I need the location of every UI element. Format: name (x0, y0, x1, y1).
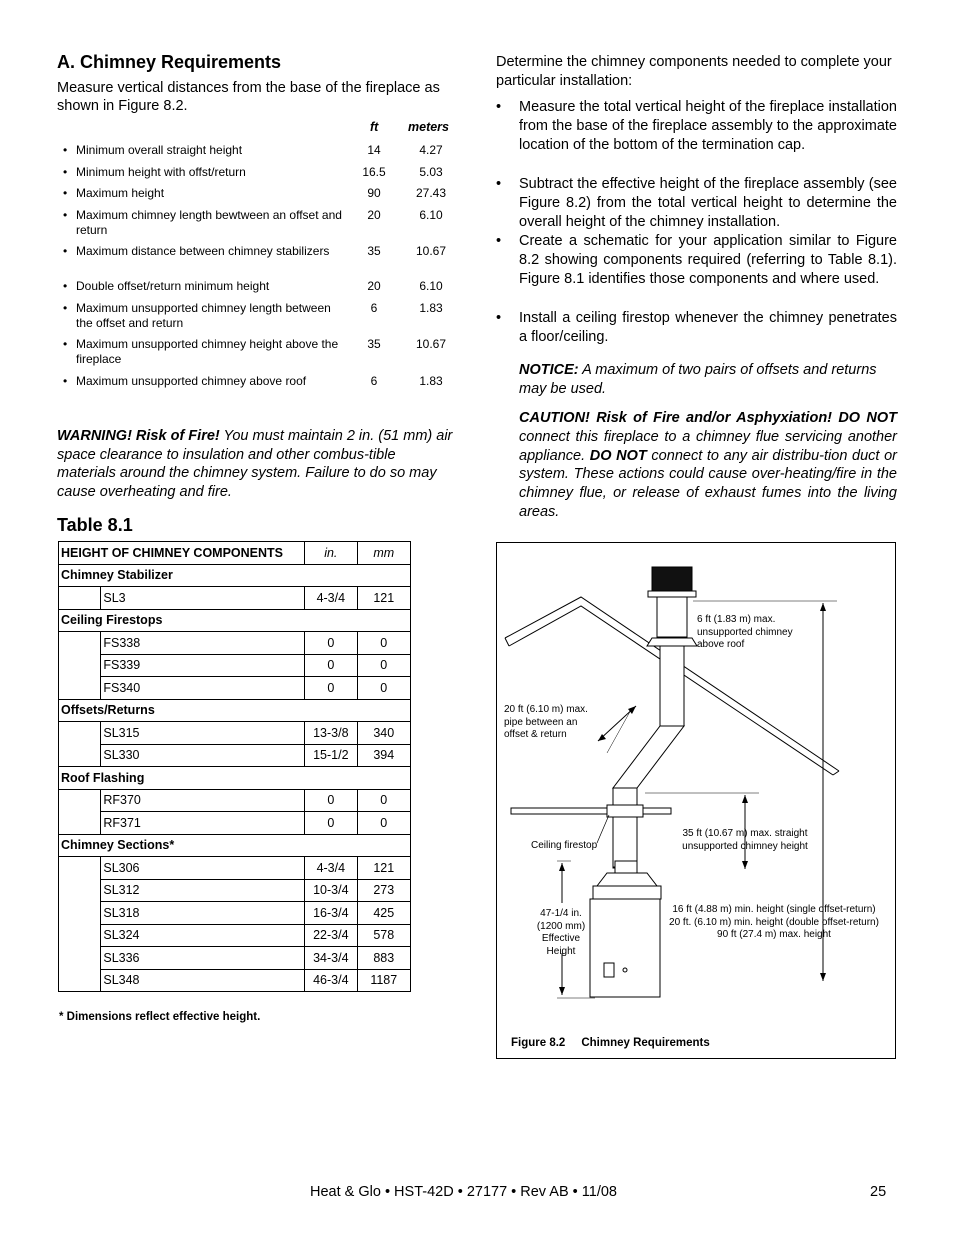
label-height-limits: 16 ft (4.88 m) min. height (single offset-return) 20 ft. (6.10 m) min. height (double offset-return) 90 ft (27.4 m) max. height (669, 904, 879, 940)
table-row: SL330 15-1/2 394 (59, 744, 411, 767)
table-category-row: Chimney Stabilizer (59, 564, 411, 587)
label-ceiling-firestop: Ceiling firestop (531, 840, 598, 851)
notice-text: NOTICE: A maximum of two pairs of offsets and returns may be used. (519, 362, 877, 397)
section-heading: A. Chimney Requirements (57, 52, 282, 72)
label-straight-height: 35 ft (10.67 m) max. straight unsupported chimney height (682, 828, 808, 852)
table-row: SL315 13-3/8 340 (59, 722, 411, 745)
table-category-row: Chimney Sections* (59, 834, 411, 857)
table-row: SL324 22-3/4 578 (59, 924, 411, 947)
components-table (58, 541, 411, 992)
figure-chimney-requirements (496, 542, 896, 1059)
table-row: FS338 0 0 (59, 632, 411, 655)
table-row: SL306 4-3/4 121 (59, 857, 411, 880)
page-footer: Heat & Glo • HST-42D • 27177 • Rev AB • 11/08 (310, 1184, 617, 1200)
table-header-row (59, 542, 411, 565)
table-footnote: * Dimensions reflect effective height. (59, 1011, 261, 1023)
figure-caption: Figure 8.2 Chimney Requirements (511, 1037, 710, 1049)
table-header-label: HEIGHT OF CHIMNEY COMPONENTS (59, 542, 305, 565)
table-category-row: Ceiling Firestops (59, 609, 411, 632)
fire-warning: WARNING! Risk of Fire! You must maintain 2 in. (51 mm) air space clearance to insulation and other combus-tible materials around the chimney system. Failure to do so may cause overheating and fire. (57, 428, 453, 500)
page-number: 25 (870, 1184, 887, 1200)
caution-text: CAUTION! Risk of Fire and/or Asphyxiation! DO NOT connect this fireplace to a chimney flue servicing another appliance. DO NOT connect to any air distribu-tion duct or system. These actions could cause over-heating/fire in the chimney flue, or release of exhaust fumes into the living areas. (519, 410, 897, 520)
table-row: SL312 10-3/4 273 (59, 879, 411, 902)
table-row: SL348 46-3/4 1187 (59, 969, 411, 992)
column-header-meters: meters (408, 120, 449, 134)
table-title: Table 8.1 (57, 515, 133, 535)
table-row: RF370 0 0 (59, 789, 411, 812)
right-intro: Determine the chimney components needed to complete your particular installation: (496, 54, 892, 89)
table-row: FS339 0 0 (59, 654, 411, 677)
intro-text: Measure vertical distances from the base of the fireplace as shown in Figure 8.2. (57, 80, 440, 114)
label-offset: 20 ft (6.10 m) max. pipe between an offset & return (504, 704, 588, 740)
table-header-in: in. (305, 542, 357, 565)
table-header-mm: mm (357, 542, 410, 565)
table-row: FS340 0 0 (59, 677, 411, 700)
label-roof: 6 ft (1.83 m) max. unsupported chimney above roof (697, 614, 793, 650)
table-row: SL3 4-3/4 121 (59, 587, 411, 610)
label-effective-height: 47-1/4 in. (1200 mm) Effective Height (536, 908, 586, 957)
table-row: RF371 0 0 (59, 812, 411, 835)
table-row: SL318 16-3/4 425 (59, 902, 411, 925)
table-row: SL336 34-3/4 883 (59, 947, 411, 970)
table-category-row: Offsets/Returns (59, 699, 411, 722)
table-category-row: Roof Flashing (59, 767, 411, 790)
column-header-ft: ft (370, 120, 379, 134)
